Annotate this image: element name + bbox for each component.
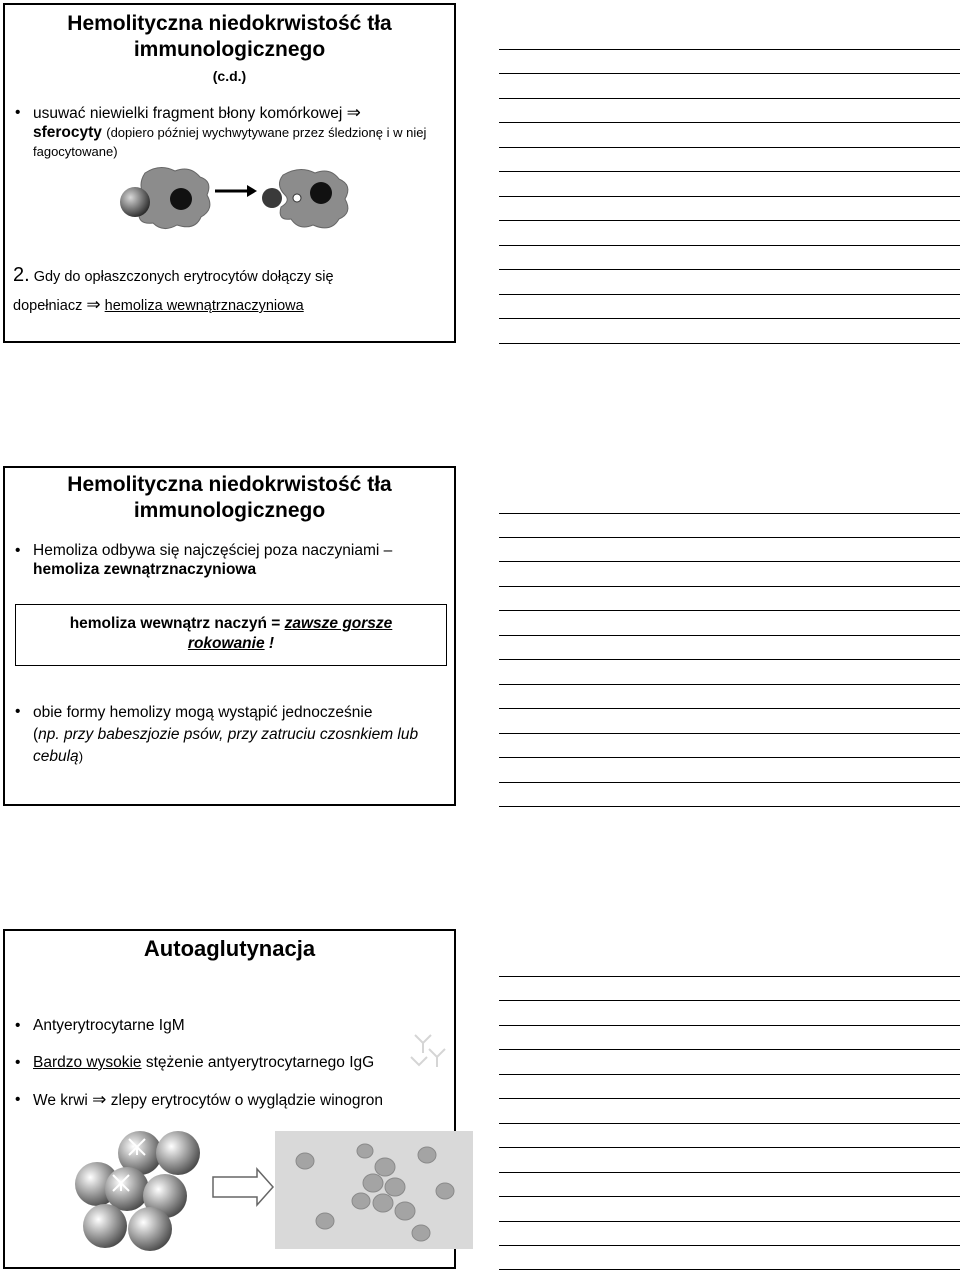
slide-1-title: Hemolityczna niedokrwistość tła immunologicznego [67, 12, 392, 61]
bullet-igg: • Bardzo wysokie stężenie antyerytrocytarnego IgG [15, 1054, 375, 1071]
spherocyte-right [262, 188, 282, 208]
implies-icon: ⇒ [346, 103, 361, 122]
bullet-both-forms: • obie formy hemolizy mogą wystąpić jednocześnie (np. przy babeszjozie psów, przy zatruciu czosnkiem lub cebulą) [15, 703, 419, 765]
macrophage-nucleus-right [310, 182, 332, 204]
slide-3-title: Autoaglutynacja [143, 936, 316, 961]
macrophage-spherocyte-illustration [115, 163, 375, 235]
bullet-extravascular: • Hemoliza odbywa się najczęściej poza naczyniami – hemoliza zewnątrznaczyniowa [15, 542, 393, 578]
slide-1 [3, 3, 456, 343]
slide-2-title: Hemolityczna niedokrwistość tła immunologicznego [67, 473, 392, 522]
implies-icon: ⇒ [92, 1090, 107, 1109]
antibody-watermark-icon [405, 1027, 455, 1077]
slide-2 [3, 466, 456, 806]
arrow-right-icon [213, 1169, 273, 1205]
prognosis-box: hemoliza wewnątrz naczyń = zawsze gorsze rokowanie ! [15, 604, 447, 666]
slide-1-subtitle: (c.d.) [212, 68, 247, 84]
bullet-spherocytes: • usuwać niewielki fragment błony komórkowej ⇒ sferocyty (dopiero później wychwytywane przez śledzionę i w niej fagocytowane) [15, 103, 427, 159]
agglutination-illustration [65, 1131, 505, 1251]
rbc-coated-left [120, 187, 150, 217]
paragraph-2: 2. Gdy do opłaszczonych erytrocytów dołączy się dopełniacz ⇒ hemoliza wewnątrznaczyniowa [13, 264, 334, 314]
macrophage-nucleus-left [170, 188, 192, 210]
bullet-grape-clumps: • We krwi ⇒ zlepy erytrocytów o wyglądzie winogron [15, 1090, 383, 1109]
implies-icon: ⇒ [86, 295, 101, 314]
slide-3 [3, 929, 456, 1269]
arrow-right-icon [247, 185, 257, 197]
bullet-igm: • Antyerytrocytarne IgM [15, 1017, 185, 1034]
